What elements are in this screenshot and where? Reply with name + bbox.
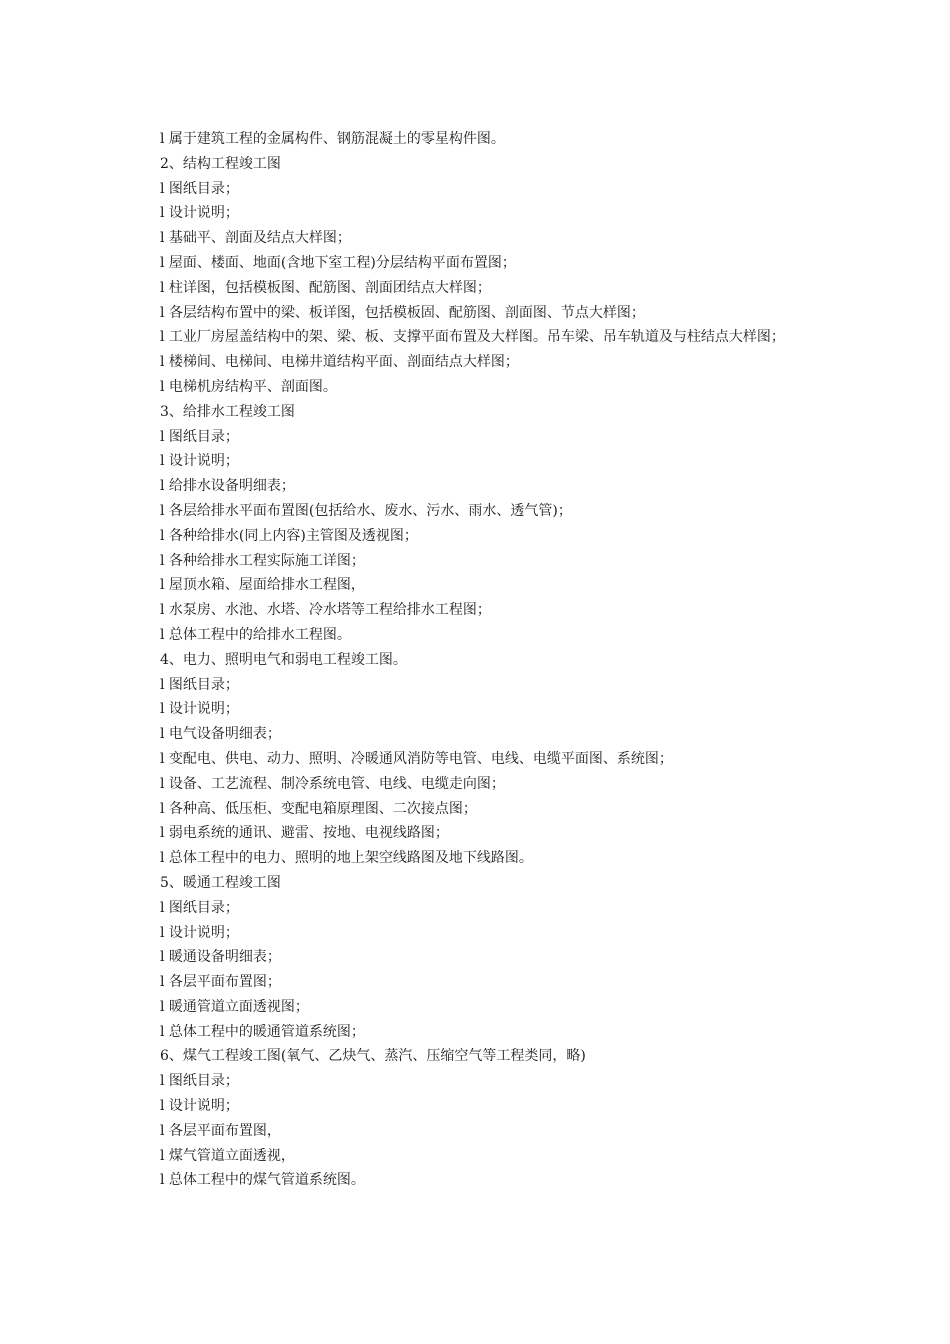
list-item: l 弱电系统的通讯、避雷、按地、电视线路图；	[160, 825, 449, 842]
list-item: l 屋面、楼面、地面(含地下室工程)分层结构平面布置图；	[160, 254, 516, 271]
section-heading: 2、结构工程竣工图	[160, 155, 281, 172]
list-item: l 图纸目录；	[160, 676, 239, 693]
list-item: l 总体工程中的电力、照明的地上架空线路图及地下线路图。	[160, 850, 533, 867]
list-item: l 柱详图，包括模板图、配筋图、剖面团结点大样图；	[160, 279, 491, 296]
list-item: l 各层给排水平面布置图(包括给水、废水、污水、雨水、透气管)；	[160, 502, 572, 519]
section-heading: 3、给排水工程竣工图	[160, 403, 295, 420]
list-item: l 设备、工艺流程、制冷系统电管、电线、电缆走向图；	[160, 775, 505, 792]
list-item: l 总体工程中的煤气管道系统图。	[160, 1172, 365, 1189]
list-item: l 屋顶水箱、屋面给排水工程图，	[160, 577, 365, 594]
list-item: l 电梯机房结构平、剖面图。	[160, 378, 337, 395]
list-item: l 电气设备明细表；	[160, 726, 281, 743]
list-item: l 给排水设备明细表；	[160, 478, 295, 495]
list-item: l 设计说明；	[160, 701, 239, 718]
list-item: l 设计说明；	[160, 205, 239, 222]
list-item: l 属于建筑工程的金属构件、钢筋混凝土的零星构件图。	[160, 131, 505, 147]
list-item: l 基础平、剖面及结点大样图；	[160, 230, 351, 247]
list-item: l 图纸目录；	[160, 899, 239, 916]
document-body	[145, 127, 805, 1193]
list-item: l 设计说明；	[160, 924, 239, 941]
list-item: l 总体工程中的暖通管道系统图；	[160, 1023, 365, 1040]
list-item: l 图纸目录；	[160, 180, 239, 197]
section-heading: 6、煤气工程竣工图(氧气、乙炔气、蒸汽、压缩空气等工程类同，略)	[160, 1048, 586, 1065]
list-item: l 暖通管道立面透视图；	[160, 998, 309, 1015]
list-item: l 图纸目录；	[160, 1073, 239, 1090]
list-item: l 楼梯间、电梯间、电梯井道结构平面、剖面结点大样图；	[160, 354, 519, 371]
list-item: l 各层平面布置图；	[160, 974, 281, 991]
list-item: l 各种给排水(同上内容)主管图及透视图；	[160, 527, 418, 544]
list-item: l 图纸目录；	[160, 428, 239, 445]
list-item: l 各种高、低压柜、变配电箱原理图、二次接点图；	[160, 800, 477, 817]
list-item: l 工业厂房屋盖结构中的架、梁、板、支撑平面布置及大样图。吊车梁、吊车轨道及与柱结点大样图；	[160, 329, 785, 346]
list-item: l 各层结构布置中的梁、板详图，包括模板固、配筋图、剖面图、节点大样图；	[160, 304, 645, 321]
list-item: l 煤气管道立面透视，	[160, 1147, 295, 1164]
list-item: l 设计说明；	[160, 453, 239, 470]
list-item: l 设计说明；	[160, 1098, 239, 1115]
list-item: l 暖通设备明细表；	[160, 949, 281, 966]
section-heading: 4、电力、照明电气和弱电工程竣工图。	[160, 651, 407, 668]
section-heading: 5、暖通工程竣工图	[160, 874, 281, 891]
list-item: l 变配电、供电、动力、照明、冷暖通风消防等电管、电线、电缆平面图、系统图；	[160, 750, 673, 767]
list-item: l 各层平面布置图，	[160, 1122, 281, 1139]
list-item: l 总体工程中的给排水工程图。	[160, 626, 351, 643]
list-item: l 水泵房、水池、水塔、冷水塔等工程给排水工程图；	[160, 602, 491, 619]
list-item: l 各种给排水工程实际施工详图；	[160, 552, 365, 569]
